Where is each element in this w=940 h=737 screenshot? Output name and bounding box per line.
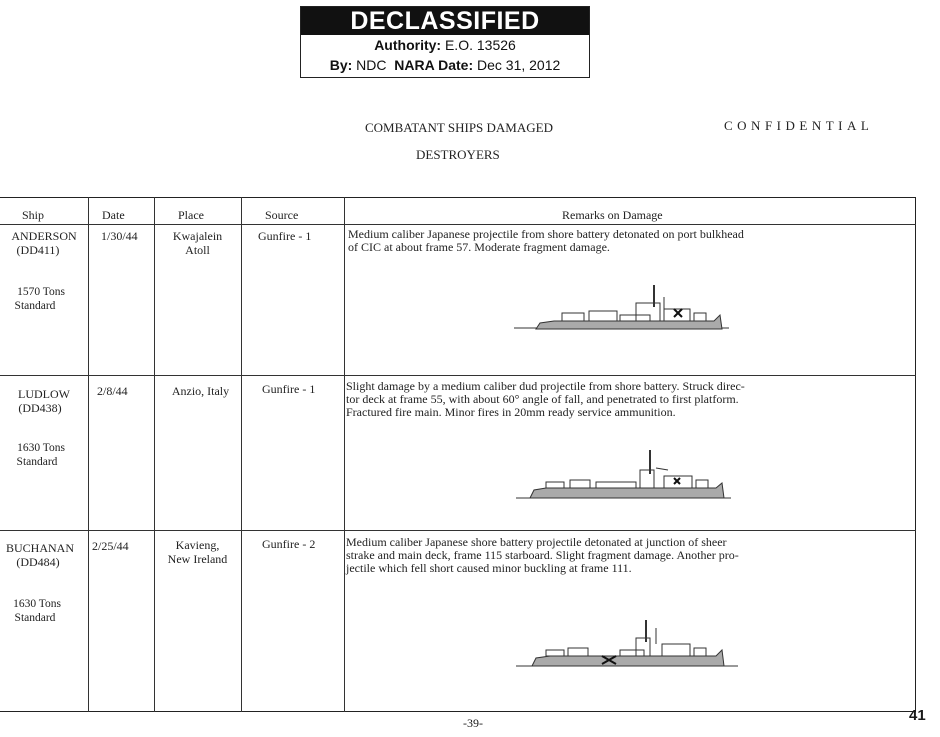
ship-silhouette-icon xyxy=(516,450,736,510)
source: Gunfire - 1 xyxy=(262,382,316,396)
hull-number: (DD438) xyxy=(18,401,62,415)
ship-name: ANDERSON xyxy=(11,229,77,243)
ship-name: BUCHANAN xyxy=(5,541,74,555)
stamp-banner: DECLASSIFIED xyxy=(301,7,589,35)
page-title: COMBATANT SHIPS DAMAGED xyxy=(365,120,553,135)
page-number: -39- xyxy=(463,716,483,730)
source: Gunfire - 1 xyxy=(258,229,312,243)
tonnage: 1630 Tons xyxy=(17,442,65,454)
place-line-2: New Ireland xyxy=(167,552,228,566)
source: Gunfire - 2 xyxy=(262,537,316,551)
col-divider xyxy=(88,197,89,712)
col-divider xyxy=(344,197,345,712)
tonnage: 1570 Tons xyxy=(17,286,65,298)
col-header-source: Source xyxy=(265,208,299,222)
col-header-remarks: Remarks on Damage xyxy=(562,208,663,222)
ship-class: Standard xyxy=(14,300,56,312)
col-header-ship: Ship xyxy=(22,208,45,222)
remarks: Medium caliber Japanese shore battery projectile detonated at junction of sheer strake and main deck, frame 115 starboard. Slight fragment damage. Another pro- jectile which fell short caused minor buckling at frame 111. xyxy=(346,535,739,575)
ship-class: Standard xyxy=(14,612,56,624)
date: 1/30/44 xyxy=(101,229,138,243)
ship-silhouette-icon xyxy=(514,283,734,343)
ship-class: Standard xyxy=(16,456,58,468)
row-divider xyxy=(0,530,916,531)
place: Kwajalein xyxy=(172,229,223,243)
page-subtitle: DESTROYERS xyxy=(416,147,500,162)
row-divider xyxy=(0,375,916,376)
hull-number: (DD484) xyxy=(16,555,60,569)
ship-name: LUDLOW xyxy=(18,387,70,401)
tonnage: 1630 Tons xyxy=(13,598,61,610)
remarks: Medium caliber Japanese projectile from shore battery detonated on port bulkhead of CIC at about frame 57. Moderate fragment damage. xyxy=(348,227,744,254)
hull-number: (DD411) xyxy=(16,243,60,257)
stamp-authority: Authority: E.O. 13526 xyxy=(374,37,516,53)
date: 2/8/44 xyxy=(97,384,128,398)
stamp-by-date: By: NDC NARA Date: Dec 31, 2012 xyxy=(329,57,561,73)
col-header-date: Date xyxy=(102,208,125,222)
declassified-stamp xyxy=(300,6,590,78)
page-mark: 41 xyxy=(909,707,926,724)
remarks: Slight damage by a medium caliber dud projectile from shore battery. Struck direc- tor deck at frame 55, with about 60° angle of fall, and penetrated to first platform. Fractured fire main. Minor fires in 20mm ready service ammunition. xyxy=(346,379,745,419)
col-divider xyxy=(154,197,155,712)
col-header-place: Place xyxy=(178,208,204,222)
place-line-2: Atoll xyxy=(185,243,210,257)
classification-label: CONFIDENTIAL xyxy=(724,118,874,133)
place: Kavieng, xyxy=(175,538,220,552)
col-divider xyxy=(241,197,242,712)
header-rule xyxy=(0,224,916,225)
damage-table xyxy=(0,197,916,712)
ship-silhouette-icon xyxy=(516,618,741,678)
place: Anzio, Italy xyxy=(171,384,230,398)
date: 2/25/44 xyxy=(92,539,129,553)
